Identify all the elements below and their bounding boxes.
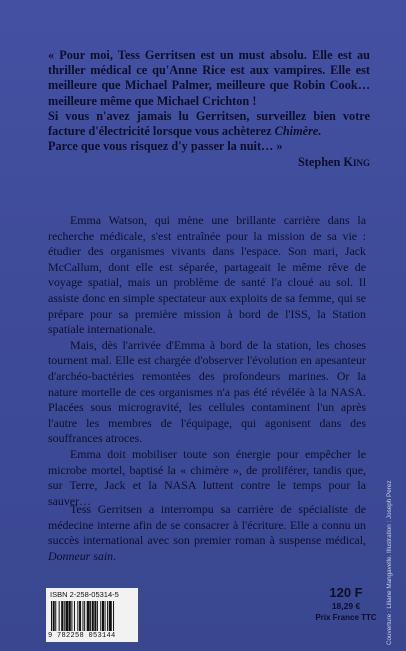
cover-credit: Couverture : Liliane Mangavelle. Illustration : Joseph Perez (386, 480, 393, 645)
barcode-bars-icon (51, 601, 135, 631)
isbn-label: ISBN 2-258-05314-5 (50, 590, 119, 599)
quote-author-last: King (343, 155, 370, 170)
summary-paragraph-2: Mais, dès l'arrivée d'Emma à bord de la station, les choses tournent mal. Elle est chargée d'observer l'évolution en apesanteur d'archéo-bactéries remontées des profondeurs marines. Or la nature mortelle de ces organismes n'a pas été révélée à la NASA. Placées sous microgravité, les cellules contaminent l'un après l'autre les membres de l'équipage, qui agonisent dans des souffrances atroces. (48, 337, 366, 446)
barcode-digits: 9 782258 053144 (48, 632, 116, 640)
bio-text: Tess Gerritsen a interrompu sa carrière de spécialiste de médecine interne afin de se consacrer à l'écriture. Elle a connu un succès international avec son premier roman à suspense médical, (48, 502, 366, 548)
blurb-quote (48, 48, 370, 171)
plot-summary (48, 213, 366, 509)
quote-paragraph-2-text: Si vous n'avez jamais lu Gerritsen, surveillez bien votre facture d'électricité lorsque vous achèterez (48, 108, 370, 139)
price-label: Prix France TTC (315, 613, 377, 622)
bio-text-end: . (113, 548, 117, 563)
bio-paragraph (48, 502, 366, 564)
price-euros: 18,29 € (331, 601, 361, 611)
barcode (46, 588, 138, 642)
quote-paragraph-3: Parce que vous risquez d'y passer la nuit… » (48, 139, 283, 154)
author-bio (48, 502, 366, 564)
quote-author (48, 155, 370, 170)
quote-paragraph-1: « Pour moi, Tess Gerritsen est un must absolu. Elle est au thriller médical ce qu'Anne Rice est aux vampires. Elle est meilleure que Michael Palmer, meilleure que Robin Cook… meilleure même que Michael Crichton ! (48, 48, 370, 108)
quote-author-first: Stephen (297, 155, 341, 170)
bio-book-title: Donneur sain (48, 548, 114, 563)
price-block (313, 585, 379, 623)
quote-paragraph-2 (48, 109, 370, 139)
summary-paragraph-3: Emma doit mobiliser toute son énergie pour empêcher le microbe mortel, baptisé la « chimère », de proliférer, tandis que, sur Terre, Jack et la NASA luttent contre le temps pour la sauver… (48, 446, 366, 508)
quote-book-title: Chimère. (274, 124, 322, 139)
summary-paragraph-1: Emma Watson, qui mène une brillante carrière dans la recherche médicale, s'est entraînée pour la mission de sa vie : étudier des organismes vivants dans l'espace. Son mari, Jack McCallum, dont elle est séparée, partageait le même rêve de voyage spatial, mais un problème de santé l'a cloué au sol. Il assiste donc en simple spectateur aux exploits de sa femme, qui se prépare pour sa première mission à bord de l'ISS, la Station spatiale internationale. (48, 213, 366, 337)
price-francs: 120 F (329, 585, 363, 600)
